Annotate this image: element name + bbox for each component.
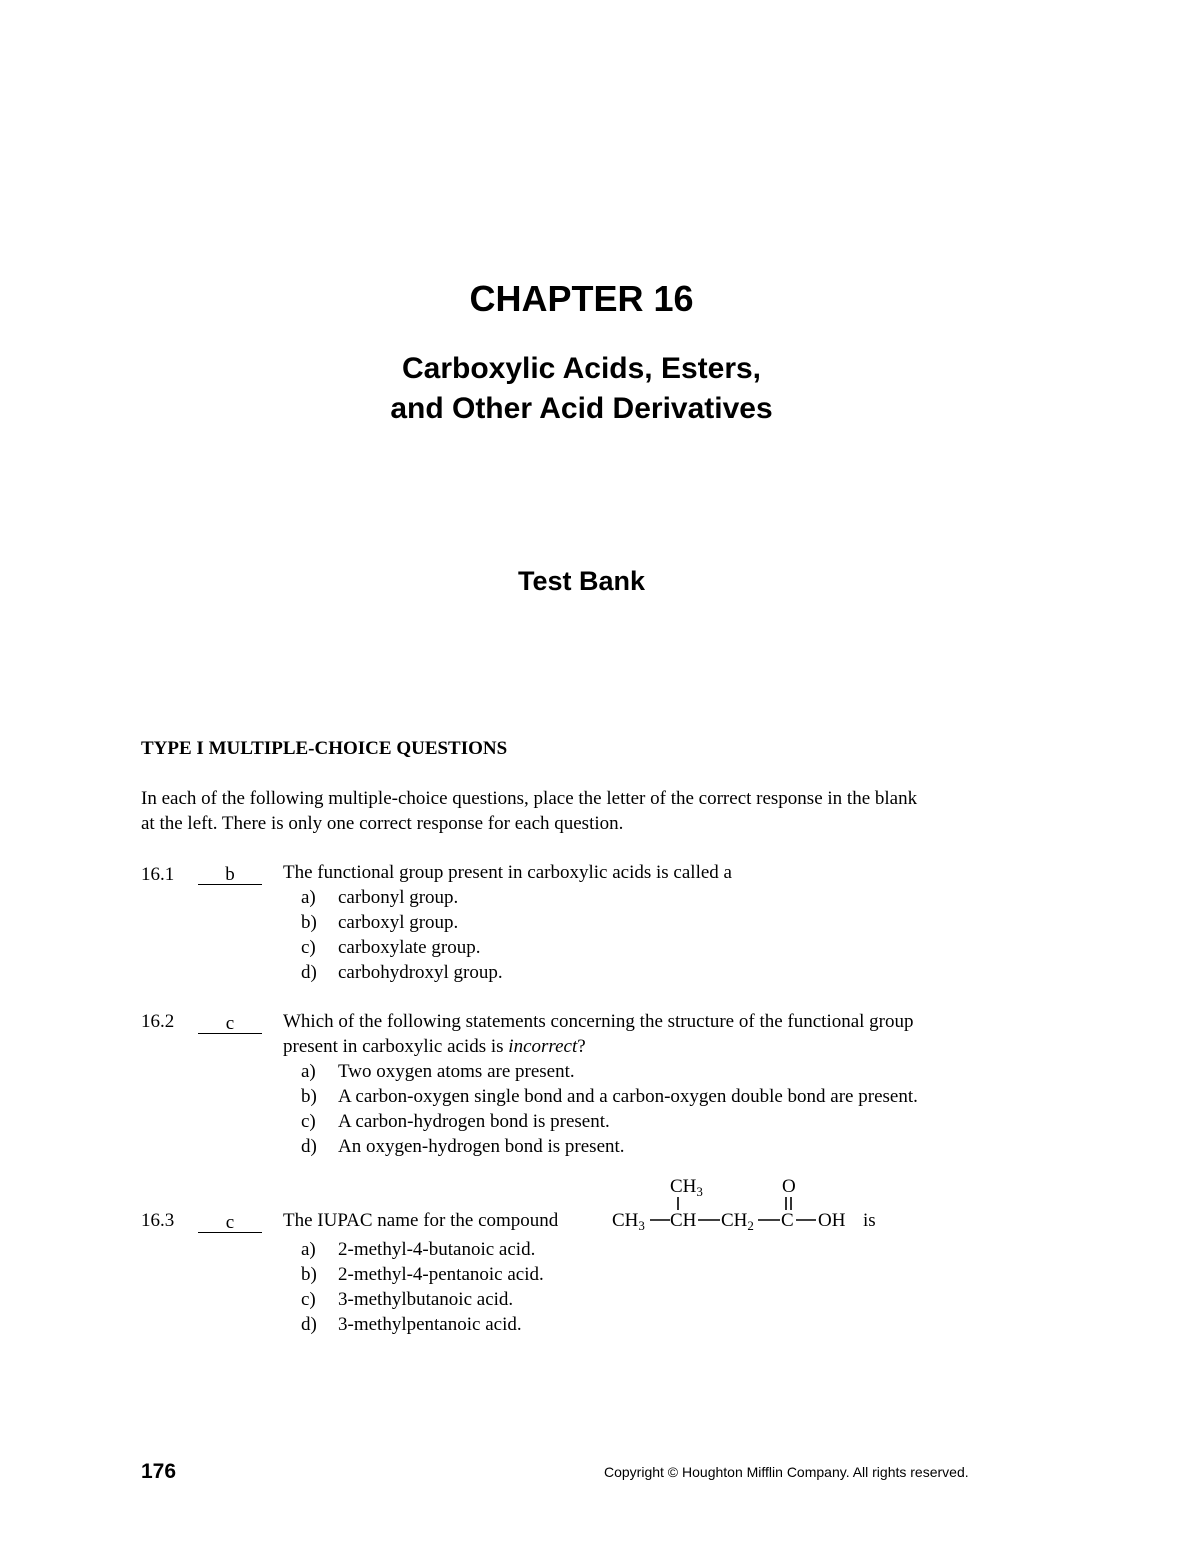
copyright-notice: Copyright © Houghton Mifflin Company. All rights reserved. <box>604 1464 969 1480</box>
chain-ch2 <box>721 1210 754 1232</box>
question-number: 16.2 <box>141 1011 175 1032</box>
ch2-text: CH <box>721 1210 748 1231</box>
question-stem-end: is <box>863 1210 876 1231</box>
question-stem-line1: Which of the following statements concerning the structure of the functional group <box>283 1011 914 1032</box>
option-text: 2-methyl-4-butanoic acid. <box>338 1239 536 1260</box>
chain-oh: OH <box>818 1210 846 1231</box>
carbonyl-oxygen: O <box>782 1176 796 1197</box>
chain-c: C <box>781 1210 794 1231</box>
option-letter: b) <box>301 1086 317 1107</box>
chapter-subtitle-line1: Carboxylic Acids, Esters, <box>401 352 762 385</box>
chapter-title: CHAPTER 16 <box>469 278 694 319</box>
option-letter: a) <box>301 1061 316 1082</box>
branch-sub: 3 <box>696 1184 703 1199</box>
option-text: 3-methylpentanoic acid. <box>338 1314 522 1335</box>
option-text: 3-methylbutanoic acid. <box>338 1289 514 1310</box>
stem-text: present in carboxylic acids is <box>283 1036 509 1057</box>
question-number: 16.3 <box>141 1210 175 1231</box>
option-letter: c) <box>301 1111 316 1132</box>
question-stem: The IUPAC name for the compound <box>283 1210 559 1231</box>
option-letter: d) <box>301 1136 317 1157</box>
ch3-text: CH <box>612 1210 639 1231</box>
option-text: carboxylate group. <box>338 937 481 958</box>
option-text: carbonyl group. <box>338 887 459 908</box>
question-number: 16.1 <box>141 864 175 885</box>
chain-ch3 <box>612 1210 645 1232</box>
chain-ch: CH <box>670 1210 697 1231</box>
option-letter: b) <box>301 1264 317 1285</box>
option-letter: d) <box>301 1314 317 1335</box>
page-number: 176 <box>141 1460 177 1483</box>
branch-ch: CH <box>670 1176 697 1197</box>
stem-emphasis: incorrect <box>508 1036 578 1057</box>
option-text: An oxygen-hydrogen bond is present. <box>338 1136 625 1157</box>
answer-blank: c <box>198 1213 262 1233</box>
question-stem: The functional group present in carboxylic acids is called a <box>283 862 732 883</box>
option-text: A carbon-oxygen single bond and a carbon-oxygen double bond are present. <box>338 1086 918 1107</box>
test-bank-heading: Test Bank <box>517 566 646 596</box>
instructions-line1: In each of the following multiple-choice questions, place the letter of the correct response in the blank <box>141 788 918 809</box>
option-letter: a) <box>301 1239 316 1260</box>
chapter-subtitle-line2: and Other Acid Derivatives <box>390 392 773 425</box>
option-text: A carbon-hydrogen bond is present. <box>338 1111 610 1132</box>
ch2-sub: 2 <box>747 1218 754 1233</box>
answer-blank: b <box>198 865 262 885</box>
option-letter: d) <box>301 962 317 983</box>
option-text: Two oxygen atoms are present. <box>338 1061 575 1082</box>
option-text: carbohydroxyl group. <box>338 962 503 983</box>
section-heading: TYPE I MULTIPLE-CHOICE QUESTIONS <box>141 738 508 759</box>
option-text: carboxyl group. <box>338 912 459 933</box>
question-stem-line2 <box>283 1036 586 1058</box>
stem-text: ? <box>577 1036 586 1057</box>
instructions-line2: at the left. There is only one correct response for each question. <box>141 813 624 834</box>
option-letter: b) <box>301 912 317 933</box>
option-letter: c) <box>301 1289 316 1310</box>
ch3-sub: 3 <box>638 1218 645 1233</box>
option-text: 2-methyl-4-pentanoic acid. <box>338 1264 544 1285</box>
option-letter: a) <box>301 887 316 908</box>
answer-blank: c <box>198 1014 262 1034</box>
structural-formula <box>612 1168 892 1238</box>
option-letter: c) <box>301 937 316 958</box>
